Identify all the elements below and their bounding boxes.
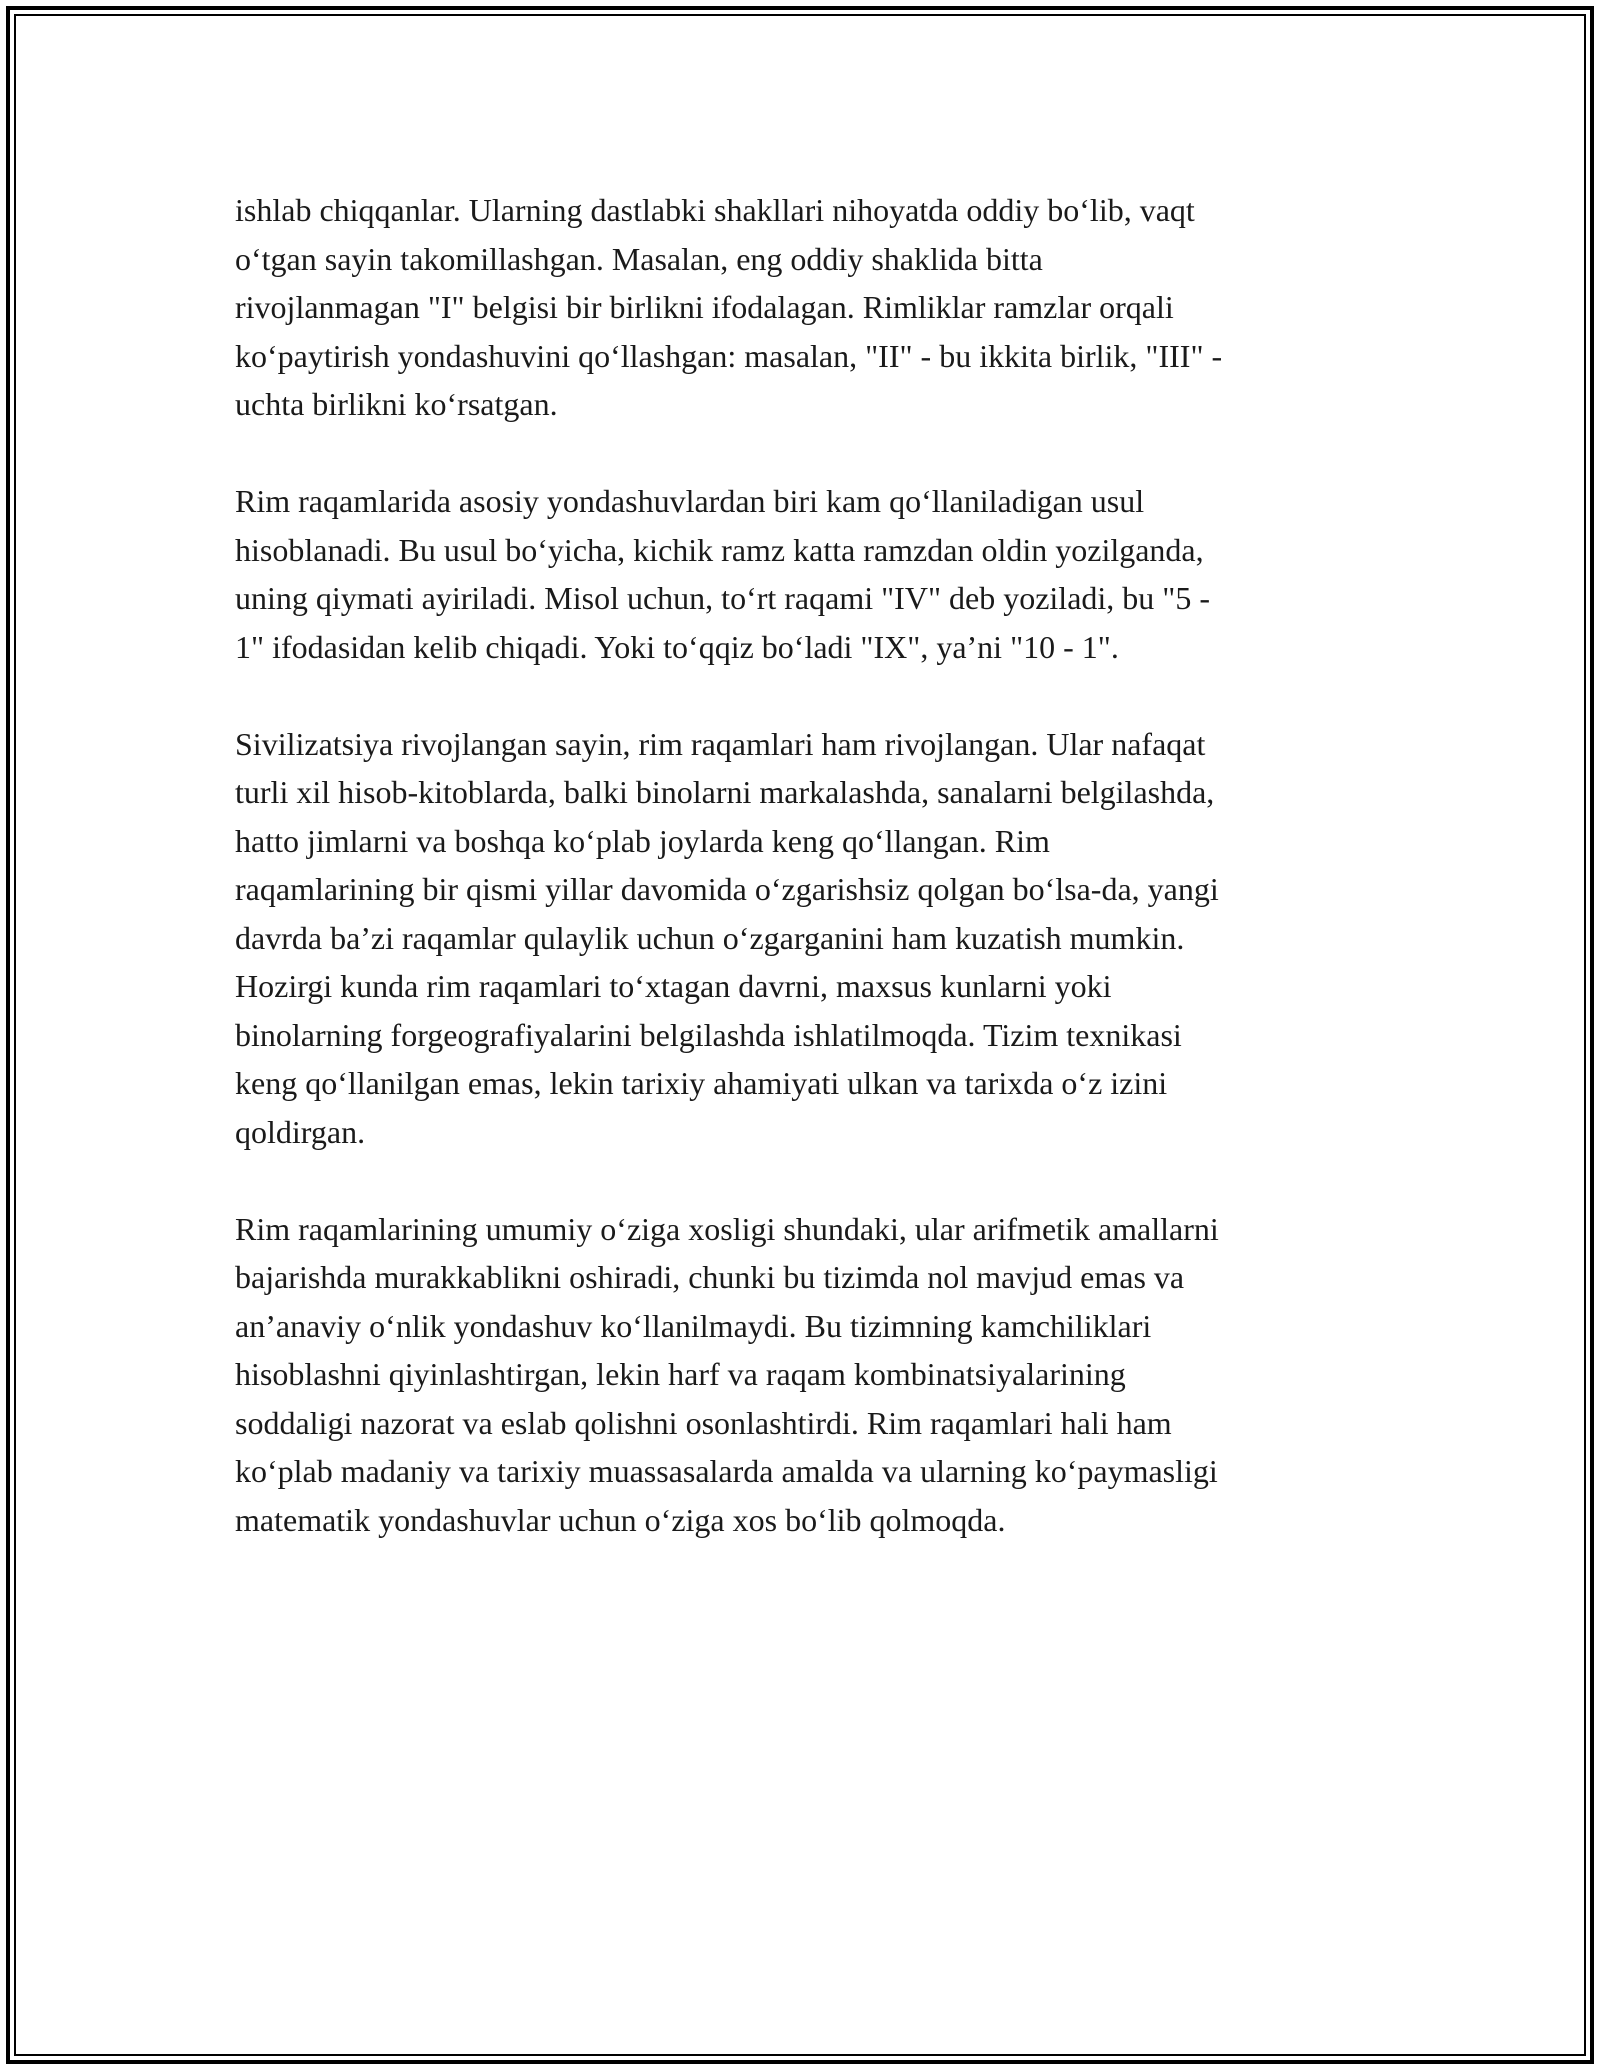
text-line: Rim raqamlarida asosiy yondashuvlardan biri kam qo‘llaniladigan usul — [235, 483, 1145, 519]
text-line: hisoblashni qiyinlashtirgan, lekin harf va raqam kombinatsiyalarining — [235, 1356, 1126, 1392]
text-line: Sivilizatsiya rivojlangan sayin, rim raqamlari ham rivojlangan. Ular nafaqat — [235, 725, 1206, 762]
text-line: turli xil hisob-kitoblarda, balki binolarni markalashda, sanalarni belgilashda, — [235, 774, 1215, 810]
text-line: hisoblanadi. Bu usul bo‘yicha, kichik ramz katta ramzdan oldin yozilganda, — [235, 531, 1204, 568]
paragraph — [235, 720, 1375, 1157]
text-line: binolarning forgeografiyalarini belgilashda ishlatilmoqda. Tizim texnikasi — [235, 1016, 1182, 1053]
text-line: keng qo‘llanilgan emas, lekin tarixiy ahamiyati ulkan va tarixda o‘z izini — [235, 1065, 1168, 1101]
text-line: ko‘paytirish yondashuvini qo‘llashgan: masalan, "II" - bu ikkita birlik, "III" - — [235, 337, 1223, 374]
text-line: o‘tgan sayin takomillashgan. Masalan, eng oddiy shaklida bitta — [235, 240, 1043, 277]
paragraph — [235, 477, 1375, 671]
document-body — [235, 186, 1375, 1544]
paragraph-spacer — [235, 429, 1375, 478]
text-line: rivojlanmagan "I" belgisi bir birlikni ifodalagan. Rimliklar ramzlar orqali — [235, 289, 1174, 325]
text-line: raqamlarining bir qismi yillar davomida o‘zgarishsiz qolgan bo‘lsa-da, yangi — [235, 871, 1219, 907]
text-line: bajarishda murakkablikni oshiradi, chunki bu tizimda nol mavjud emas va — [235, 1259, 1185, 1295]
paragraph-spacer — [235, 671, 1375, 720]
text-line: Hozirgi kunda rim raqamlari to‘xtagan davrni, maxsus kunlarni yoki — [235, 968, 1112, 1004]
text-line: hatto jimlarni va boshqa ko‘plab joylarda keng qo‘llangan. Rim — [235, 822, 1050, 859]
text-line: davrda ba’zi raqamlar qulaylik uchun o‘zgarganini ham kuzatish mumkin. — [235, 919, 1185, 956]
text-line: uning qiymati ayiriladi. Misol uchun, to‘rt raqami "IV" deb yoziladi, bu "5 - — [235, 580, 1210, 616]
paragraph — [235, 1205, 1375, 1545]
text-line: soddaligi nazorat va eslab qolishni osonlashtirdi. Rim raqamlari hali ham — [235, 1404, 1172, 1441]
text-line: Rim raqamlarining umumiy o‘ziga xosligi shundaki, ular arifmetik amallarni — [235, 1210, 1219, 1247]
text-line: ishlab chiqqanlar. Ularning dastlabki shakllari nihoyatda oddiy bo‘lib, vaqt — [235, 192, 1195, 228]
text-line: uchta birlikni ko‘rsatgan. — [235, 386, 558, 422]
text-line: qoldirgan. — [235, 1113, 366, 1150]
text-line: 1" ifodasidan kelib chiqadi. Yoki to‘qqiz bo‘ladi "IX", ya’ni "10 - 1". — [235, 628, 1119, 665]
paragraph-spacer — [235, 1156, 1375, 1205]
paragraph — [235, 186, 1375, 429]
text-line: an’anaviy o‘nlik yondashuv ko‘llanilmaydi. Bu tizimning kamchiliklari — [235, 1307, 1152, 1344]
text-line: ko‘plab madaniy va tarixiy muassasalarda amalda va ularning ko‘paymasligi — [235, 1453, 1218, 1489]
text-line: matematik yondashuvlar uchun o‘ziga xos bo‘lib qolmoqda. — [235, 1501, 1006, 1538]
